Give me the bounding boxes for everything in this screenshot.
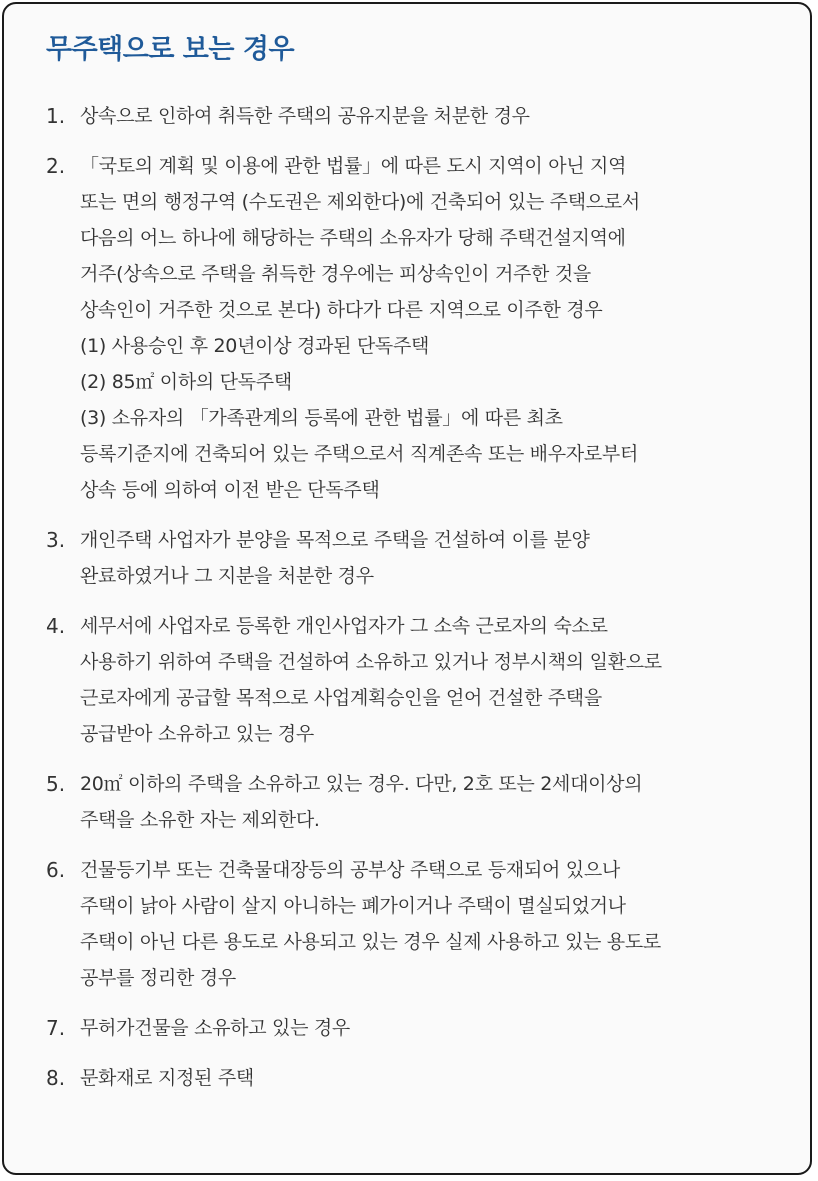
item-text-line: (3) 소유자의 「가족관계의 등록에 관한 법률」에 따른 최초 bbox=[80, 407, 563, 429]
item-text-line: 상속으로 인하여 취득한 주택의 공유지분을 처분한 경우 bbox=[80, 105, 530, 127]
item-number: 4. bbox=[46, 614, 66, 638]
item-text-line: 세무서에 사업자로 등록한 개인사업자가 그 소속 근로자의 숙소로 bbox=[80, 615, 608, 637]
list-item bbox=[46, 608, 786, 752]
item-number: 7. bbox=[46, 1016, 66, 1040]
list-item bbox=[46, 98, 786, 134]
item-number: 2. bbox=[46, 154, 66, 178]
item-text-line: 등록기준지에 건축되어 있는 주택으로서 직계존속 또는 배우자로부터 bbox=[80, 443, 639, 465]
item-text bbox=[80, 148, 786, 508]
item-text-line: 완료하였거나 그 지분을 처분한 경우 bbox=[80, 565, 374, 587]
item-text bbox=[80, 1010, 786, 1046]
item-text-line: 무허가건물을 소유하고 있는 경우 bbox=[80, 1017, 350, 1039]
item-text-line: 개인주택 사업자가 분양을 목적으로 주택을 건설하여 이를 분양 bbox=[80, 529, 590, 551]
list-item bbox=[46, 1060, 786, 1096]
item-number: 8. bbox=[46, 1066, 66, 1090]
condition-list bbox=[46, 98, 786, 1110]
list-item bbox=[46, 766, 786, 838]
item-text-line: 사용하기 위하여 주택을 건설하여 소유하고 있거나 정부시책의 일환으로 bbox=[80, 651, 662, 673]
item-text-line: 주택이 낡아 사람이 살지 아니하는 폐가이거나 주택이 멸실되었거나 bbox=[80, 895, 626, 917]
item-text-line: 상속 등에 의하여 이전 받은 단독주택 bbox=[80, 479, 380, 501]
item-text-line: 상속인이 거주한 것으로 본다) 하다가 다른 지역으로 이주한 경우 bbox=[80, 299, 603, 321]
item-text-line: 건물등기부 또는 건축물대장등의 공부상 주택으로 등재되어 있으나 bbox=[80, 859, 620, 881]
item-text-line: 20㎡ 이하의 주택을 소유하고 있는 경우. 다만, 2호 또는 2세대이상의 bbox=[80, 773, 643, 795]
item-text-line: 거주(상속으로 주택을 취득한 경우에는 피상속인이 거주한 것을 bbox=[80, 263, 591, 285]
item-text-line: 또는 면의 행정구역 (수도권은 제외한다)에 건축되어 있는 주택으로서 bbox=[80, 191, 640, 213]
item-text bbox=[80, 98, 786, 134]
item-number: 1. bbox=[46, 104, 66, 128]
content-card bbox=[2, 2, 812, 1175]
item-text-line: 다음의 어느 하나에 해당하는 주택의 소유자가 당해 주택건설지역에 bbox=[80, 227, 626, 249]
item-text-line: (1) 사용승인 후 20년이상 경과된 단독주택 bbox=[80, 335, 430, 357]
item-text-line: 공급받아 소유하고 있는 경우 bbox=[80, 723, 314, 745]
item-text bbox=[80, 522, 786, 594]
item-text-line: (2) 85㎡ 이하의 단독주택 bbox=[80, 371, 292, 393]
item-text bbox=[80, 766, 786, 838]
item-text-line: 「국토의 계획 및 이용에 관한 법률」에 따른 도시 지역이 아닌 지역 bbox=[80, 155, 627, 177]
item-number: 3. bbox=[46, 528, 66, 552]
list-item bbox=[46, 148, 786, 508]
list-item bbox=[46, 852, 786, 996]
item-text-line: 주택이 아닌 다른 용도로 사용되고 있는 경우 실제 사용하고 있는 용도로 bbox=[80, 931, 661, 953]
list-item bbox=[46, 522, 786, 594]
page-title: 무주택으로 보는 경우 bbox=[46, 34, 295, 65]
item-text-line: 근로자에게 공급할 목적으로 사업계획승인을 얻어 건설한 주택을 bbox=[80, 687, 602, 709]
item-text-line: 주택을 소유한 자는 제외한다. bbox=[80, 809, 320, 831]
item-text bbox=[80, 852, 786, 996]
item-text bbox=[80, 1060, 786, 1096]
item-text-line: 공부를 정리한 경우 bbox=[80, 967, 236, 989]
list-item bbox=[46, 1010, 786, 1046]
item-number: 5. bbox=[46, 772, 66, 796]
item-text-line: 문화재로 지정된 주택 bbox=[80, 1067, 254, 1089]
item-text bbox=[80, 608, 786, 752]
item-number: 6. bbox=[46, 858, 66, 882]
